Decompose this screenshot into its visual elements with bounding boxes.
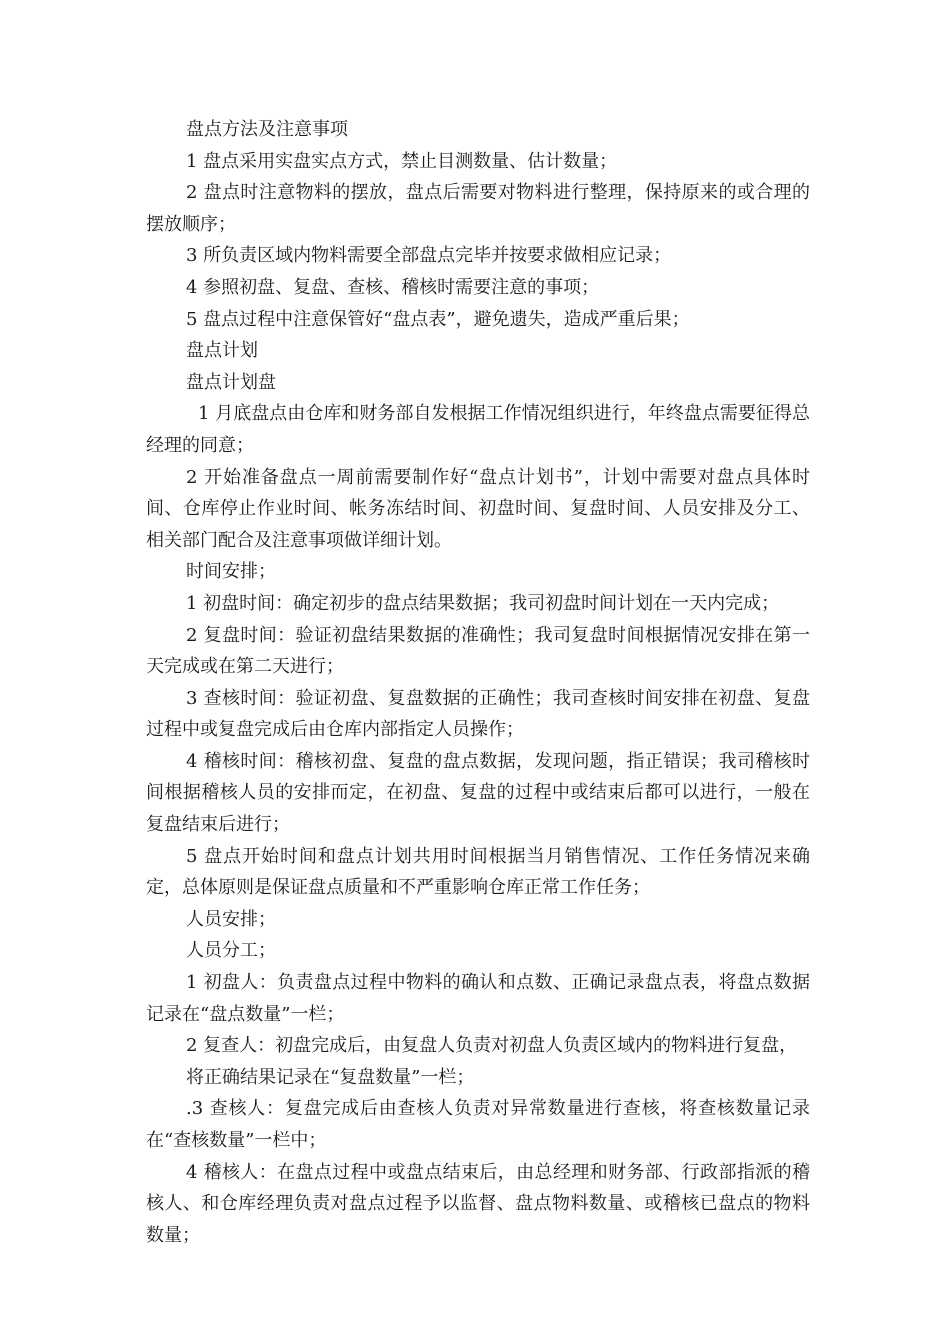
section-heading-division: 人员分工； bbox=[186, 940, 276, 962]
paragraph: 2 盘点时注意物料的摆放，盘点后需要对物料进行整理，保持原来的或合理的摆放顺序； bbox=[146, 182, 810, 235]
paragraph: 1 盘点采用实盘实点方式，禁止目测数量、估计数量； bbox=[186, 150, 618, 172]
paragraph: .3 查核人：复盘完成后由查核人负责对异常数量进行查核，将查核数量记录在“查核数量”一栏中； bbox=[146, 1098, 810, 1151]
paragraph: 3 查核时间：验证初盘、复盘数据的正确性；我司查核时间安排在初盘、复盘过程中或复盘完成后由仓库内部指定人员操作； bbox=[146, 687, 810, 741]
paragraph: 将正确结果记录在“复盘数量”一栏； bbox=[186, 1066, 475, 1088]
section-heading-methods: 盘点方法及注意事项 bbox=[186, 119, 348, 140]
paragraph: 5 盘点开始时间和盘点计划共用时间根据当月销售情况、工作任务情况来确定，总体原则是保证盘点质量和不严重影响仓库正常工作任务； bbox=[146, 845, 810, 899]
paragraph: 2 开始准备盘点一周前需要制作好“盘点计划书”，计划中需要对盘点具体时间、仓库停止作业时间、帐务冻结时间、初盘时间、复盘时间、人员安排及分工、相关部门配合及注意事项做详细计划。 bbox=[146, 466, 810, 551]
paragraph: 1 初盘时间：确定初步的盘点结果数据；我司初盘时间计划在一天内完成； bbox=[186, 592, 780, 614]
paragraph: 4 参照初盘、复盘、查核、稽核时需要注意的事项； bbox=[186, 276, 600, 298]
paragraph: 1 月底盘点由仓库和财务部自发根据工作情况组织进行，年终盘点需要征得总经理的同意； bbox=[146, 403, 810, 456]
paragraph: 5 盘点过程中注意保管好“盘点表”，避免遗失，造成严重后果； bbox=[186, 308, 690, 330]
section-heading-plan-sub: 盘点计划盘 bbox=[186, 371, 276, 393]
paragraph: 3 所负责区域内物料需要全部盘点完毕并按要求做相应记录； bbox=[186, 245, 672, 267]
document-body bbox=[146, 114, 810, 1251]
paragraph: 4 稽核人：在盘点过程中或盘点结束后，由总经理和财务部、行政部指派的稽核人、和仓库经理负责对盘点过程予以监督、盘点物料数量、或稽核已盘点的物料数量； bbox=[146, 1161, 810, 1246]
section-heading-plan: 盘点计划 bbox=[186, 340, 258, 362]
paragraph: 2 复盘时间：验证初盘结果数据的准确性；我司复盘时间根据情况安排在第一天完成或在第二天进行； bbox=[146, 624, 810, 678]
paragraph: 4 稽核时间：稽核初盘、复盘的盘点数据，发现问题，指正错误；我司稽核时间根据稽核人员的安排而定，在初盘、复盘的过程中或结束后都可以进行，一般在复盘结束后进行； bbox=[146, 750, 810, 836]
section-heading-schedule: 时间安排； bbox=[186, 561, 276, 583]
section-heading-staffing: 人员安排； bbox=[186, 908, 276, 930]
paragraph: 1 初盘人：负责盘点过程中物料的确认和点数、正确记录盘点表，将盘点数据记录在“盘点数量”一栏； bbox=[146, 972, 810, 1025]
paragraph: 2 复查人：初盘完成后，由复盘人负责对初盘人负责区域内的物料进行复盘， bbox=[186, 1035, 798, 1057]
